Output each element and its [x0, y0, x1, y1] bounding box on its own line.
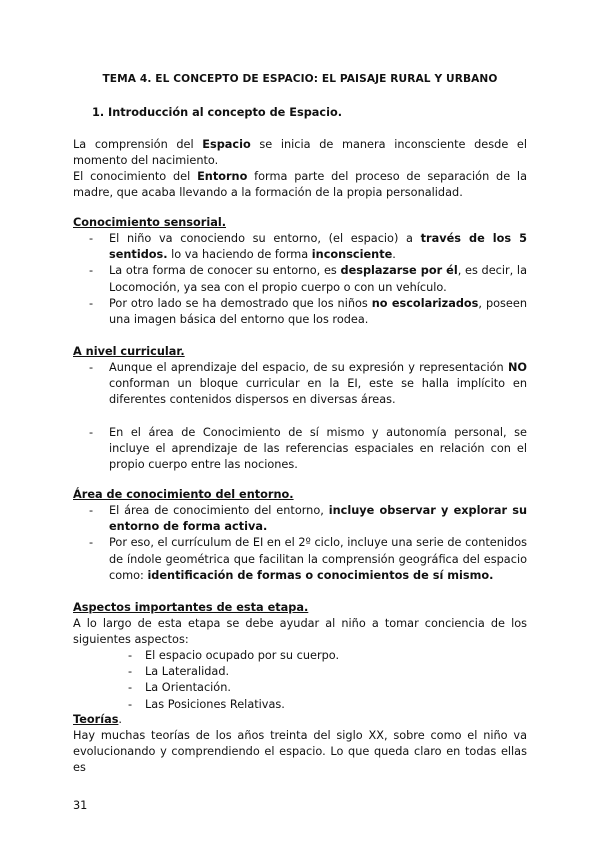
- list-item: - Aunque el aprendizaje del espacio, de su expresión y representación NO conforman un bloque curricular en la EI, este se halla implícito en diferentes contenidos dispersos en diversas áreas.: [89, 361, 527, 407]
- bullet-dash: -: [128, 697, 133, 711]
- list-sensorial: [73, 231, 527, 328]
- page-number: 31: [73, 799, 88, 812]
- list-item: - La otra forma de conocer su entorno, es desplazarse por él, es decir, la Locomoción, ya sea con el propio cuerpo o con un vehículo.: [89, 264, 527, 294]
- bullet-dash: -: [89, 296, 94, 310]
- heading-aspectos: Aspectos importantes de esta etapa.: [73, 601, 309, 614]
- list-entorno: [73, 503, 527, 584]
- list-item: - La Lateralidad.: [128, 664, 528, 680]
- teorias-paragraph: Hay muchas teorías de los años treinta del siglo XX, sobre como el niño va evolucionando y comprendiendo el espacio. Lo que queda claro en todas ellas es: [73, 729, 527, 775]
- list-item: - En el área de Conocimiento de sí mismo y autonomía personal, se incluye el aprendizaje de las referencias espaciales en relación con el propio cuerpo entre las nociones.: [89, 425, 527, 472]
- aspectos-intro: A lo largo de esta etapa se debe ayudar al niño a tomar conciencia de los siguientes aspectos:: [73, 617, 527, 647]
- bullet-dash: -: [128, 649, 133, 662]
- document-title: TEMA 4. EL CONCEPTO DE ESPACIO: EL PAISAJE RURAL Y URBANO: [102, 73, 498, 85]
- list-aspectos: [128, 648, 528, 713]
- intro-paragraph-2: El conocimiento del Entorno forma parte del proceso de separación de la madre, que acaba llevando a la formación de la propia personalidad.: [73, 170, 527, 200]
- heading-sensorial: Conocimiento sensorial.: [73, 216, 227, 229]
- list-item: - El niño va conociendo su entorno, (el espacio) a través de los 5 sentidos. lo va haciendo de forma inconsciente.: [89, 232, 527, 262]
- list-item: - Por otro lado se ha demostrado que los niños no escolarizados, poseen una imagen básica del entorno que los rodea.: [89, 296, 527, 327]
- heading-teorias: Teorías.: [73, 713, 123, 726]
- list-item: - Las Posiciones Relativas.: [128, 697, 528, 713]
- list-item: - El espacio ocupado por su cuerpo.: [128, 648, 528, 664]
- bullet-dash: -: [89, 504, 94, 517]
- list-item: - El área de conocimiento del entorno, incluye observar y explorar su entorno de forma activa.: [89, 504, 528, 534]
- keyword-espacio: Espacio: [202, 138, 251, 151]
- list-item: - Por eso, el currículum de EI en el 2º ciclo, incluye una serie de contenidos de índole geométrica que facilitan la comprensión geográfica del espacio como: identificación de formas o conocimientos de sí mismo.: [89, 536, 527, 582]
- bullet-dash: -: [89, 232, 94, 245]
- bullet-dash: -: [89, 536, 94, 550]
- bullet-dash: -: [128, 665, 133, 679]
- intro-paragraph-1: La comprensión del Espacio se inicia de manera inconsciente desde el momento del nacimiento.: [73, 138, 527, 168]
- heading-entorno: Área de conocimiento del entorno.: [73, 488, 294, 501]
- section-number: 1.: [92, 106, 105, 119]
- bullet-dash: -: [89, 361, 94, 374]
- bullet-dash: -: [128, 681, 133, 695]
- list-spacer: [73, 409, 527, 425]
- heading-curricular: A nivel curricular.: [73, 345, 185, 358]
- section-heading: [92, 105, 342, 121]
- bullet-dash: -: [89, 425, 94, 439]
- section-title: Introducción al concepto de Espacio.: [108, 106, 343, 119]
- list-curricular: [73, 360, 527, 473]
- bullet-dash: -: [89, 264, 94, 278]
- list-item: - La Orientación.: [128, 680, 528, 696]
- keyword-entorno: Entorno: [197, 170, 248, 183]
